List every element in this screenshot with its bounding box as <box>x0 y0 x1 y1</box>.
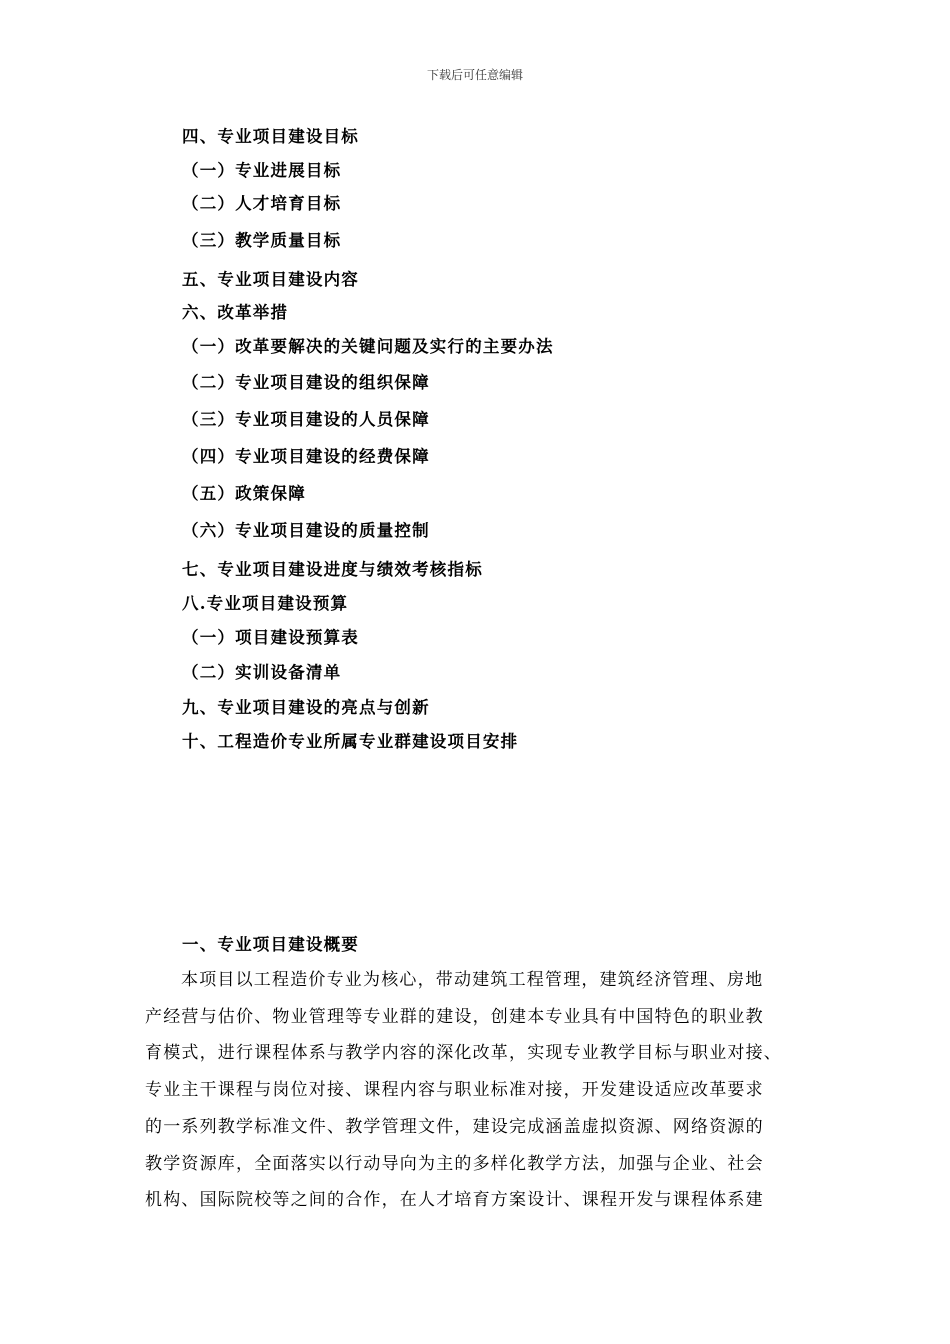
paragraph-line: 机构、国际院校等之间的合作，在人才培育方案设计、课程开发与课程体系建 <box>145 1190 764 1210</box>
toc-item: （一）专业进展目标 <box>182 161 342 180</box>
toc-item: 九、专业项目建设的亮点与创新 <box>182 698 430 717</box>
toc-item: （四）专业项目建设的经费保障 <box>182 447 430 466</box>
toc-item: （六）专业项目建设的质量控制 <box>182 521 430 540</box>
toc-item: 七、专业项目建设进度与绩效考核指标 <box>182 560 483 579</box>
section-heading: 一、专业项目建设概要 <box>182 935 359 954</box>
toc-item: （二）人才培育目标 <box>182 194 342 213</box>
toc-item: 五、专业项目建设内容 <box>182 270 359 289</box>
toc-item: 十、工程造价专业所属专业群建设项目安排 <box>182 732 519 751</box>
toc-item: （二）专业项目建设的组织保障 <box>182 373 430 392</box>
paragraph-line: 专业主干课程与岗位对接、课程内容与职业标准对接，开发建设适应改革要求 <box>145 1080 764 1100</box>
page-header: 下载后可任意编辑 <box>426 68 523 82</box>
toc-item: 八.专业项目建设预算 <box>182 594 349 613</box>
toc-item: （五）政策保障 <box>182 484 306 503</box>
toc-item: （一）改革要解决的关键问题及实行的主要办法 <box>182 337 554 356</box>
toc-item: （二）实训设备清单 <box>182 663 342 682</box>
paragraph-line: 育模式，进行课程体系与教学内容的深化改革，实现专业教学目标与职业对接、 <box>145 1043 782 1063</box>
paragraph-line: 的一系列教学标准文件、教学管理文件，建设完成涵盖虚拟资源、网络资源的 <box>145 1117 764 1137</box>
paragraph-line: 本项目以工程造价专业为核心，带动建筑工程管理，建筑经济管理、房地 <box>181 970 764 990</box>
paragraph-line: 产经营与估价、物业管理等专业群的建设，创建本专业具有中国特色的职业教 <box>145 1007 764 1027</box>
paragraph-line: 教学资源库，全面落实以行动导向为主的多样化教学方法，加强与企业、社会 <box>145 1154 764 1174</box>
toc-item: 六、改革举措 <box>182 303 289 322</box>
toc-item: （三）专业项目建设的人员保障 <box>182 410 430 429</box>
toc-item: 四、专业项目建设目标 <box>182 127 359 146</box>
toc-item: （三）教学质量目标 <box>182 231 342 250</box>
toc-item: （一）项目建设预算表 <box>182 628 359 647</box>
